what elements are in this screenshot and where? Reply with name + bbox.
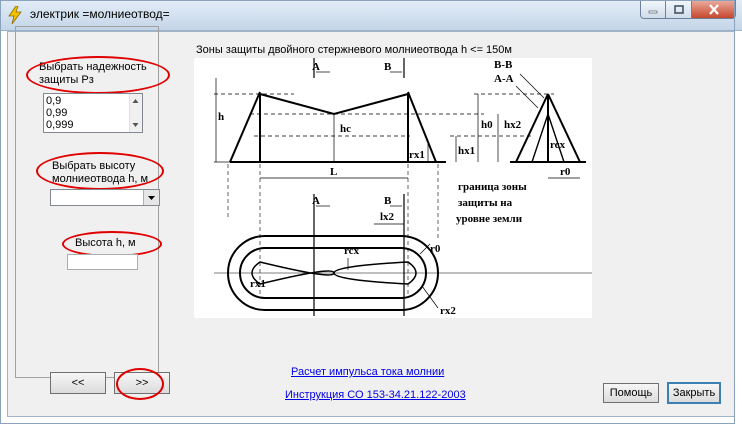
- dropdown-button[interactable]: [143, 190, 159, 205]
- list-item[interactable]: 0,9: [46, 95, 62, 107]
- minimize-icon: [648, 6, 658, 14]
- height-select-label: Выбрать высоту молниеотвода h, м: [52, 160, 149, 185]
- label-hx2: hx2: [504, 119, 522, 131]
- reliability-label: Выбрать надежность защиты Рз: [39, 61, 147, 86]
- label-aa: A-A: [494, 73, 514, 85]
- next-button[interactable]: >>: [114, 372, 170, 394]
- label-bb: B-B: [494, 59, 513, 71]
- window-controls: [640, 0, 736, 20]
- zone-boundary-label-2: защиты на: [458, 197, 513, 209]
- label-h: h: [218, 111, 225, 123]
- list-item[interactable]: 0,999: [46, 119, 74, 131]
- scroll-down-icon[interactable]: [130, 120, 141, 130]
- scroll-up-icon[interactable]: [130, 96, 141, 106]
- label-rx1-plan: rx1: [250, 278, 266, 290]
- label-r0: r0: [560, 166, 571, 178]
- label-b-bottom: B: [384, 195, 392, 207]
- reliability-listbox[interactable]: [43, 93, 143, 133]
- plan-view: [214, 194, 592, 316]
- zone-boundary-label-1: граница зоны: [458, 181, 527, 193]
- label-h0: h0: [481, 119, 493, 131]
- label-hc: hc: [340, 123, 351, 135]
- maximize-button[interactable]: [666, 0, 692, 19]
- list-item[interactable]: 0,99: [46, 107, 68, 119]
- close-button[interactable]: Закрыть: [667, 382, 721, 404]
- label-b-top: B: [384, 61, 392, 73]
- lightning-icon: [7, 6, 23, 24]
- label-rx1: rx1: [409, 149, 425, 161]
- label-a-top: A: [312, 61, 320, 73]
- label-r0-plan: r0: [430, 243, 441, 255]
- prev-button[interactable]: <<: [50, 372, 106, 394]
- label-rcx: rcx: [550, 139, 566, 151]
- label-lx2: lx2: [380, 211, 395, 223]
- height-input[interactable]: [67, 254, 138, 270]
- height-select[interactable]: [50, 189, 160, 206]
- label-rcx-plan: rcx: [344, 245, 360, 257]
- side-view: [214, 58, 484, 298]
- label-rx2: rx2: [440, 305, 456, 317]
- label-l: L: [330, 166, 338, 178]
- help-button[interactable]: Помощь: [603, 383, 659, 403]
- label-hx1: hx1: [458, 145, 476, 157]
- label-a-bottom: A: [312, 195, 320, 207]
- close-window-button[interactable]: [692, 0, 736, 19]
- listbox-scrollbar[interactable]: [129, 94, 142, 132]
- height-input-label: Высота h, м: [75, 237, 136, 249]
- chevron-down-icon: [147, 195, 156, 201]
- diagram-title: Зоны защиты двойного стержневого молниеотвода h <= 150м: [196, 44, 512, 56]
- minimize-button[interactable]: [640, 0, 666, 19]
- lightning-protection-diagram: [194, 58, 592, 318]
- maximize-icon: [674, 5, 684, 14]
- impulse-link[interactable]: Расчет импульса тока молнии: [291, 366, 445, 378]
- close-icon: [708, 4, 720, 15]
- window-title: электрик =молниеотвод=: [30, 7, 170, 21]
- instruction-link[interactable]: Инструкция СО 153-34.21.122-2003: [285, 389, 466, 401]
- zone-boundary-label-3: уровне земли: [456, 213, 523, 225]
